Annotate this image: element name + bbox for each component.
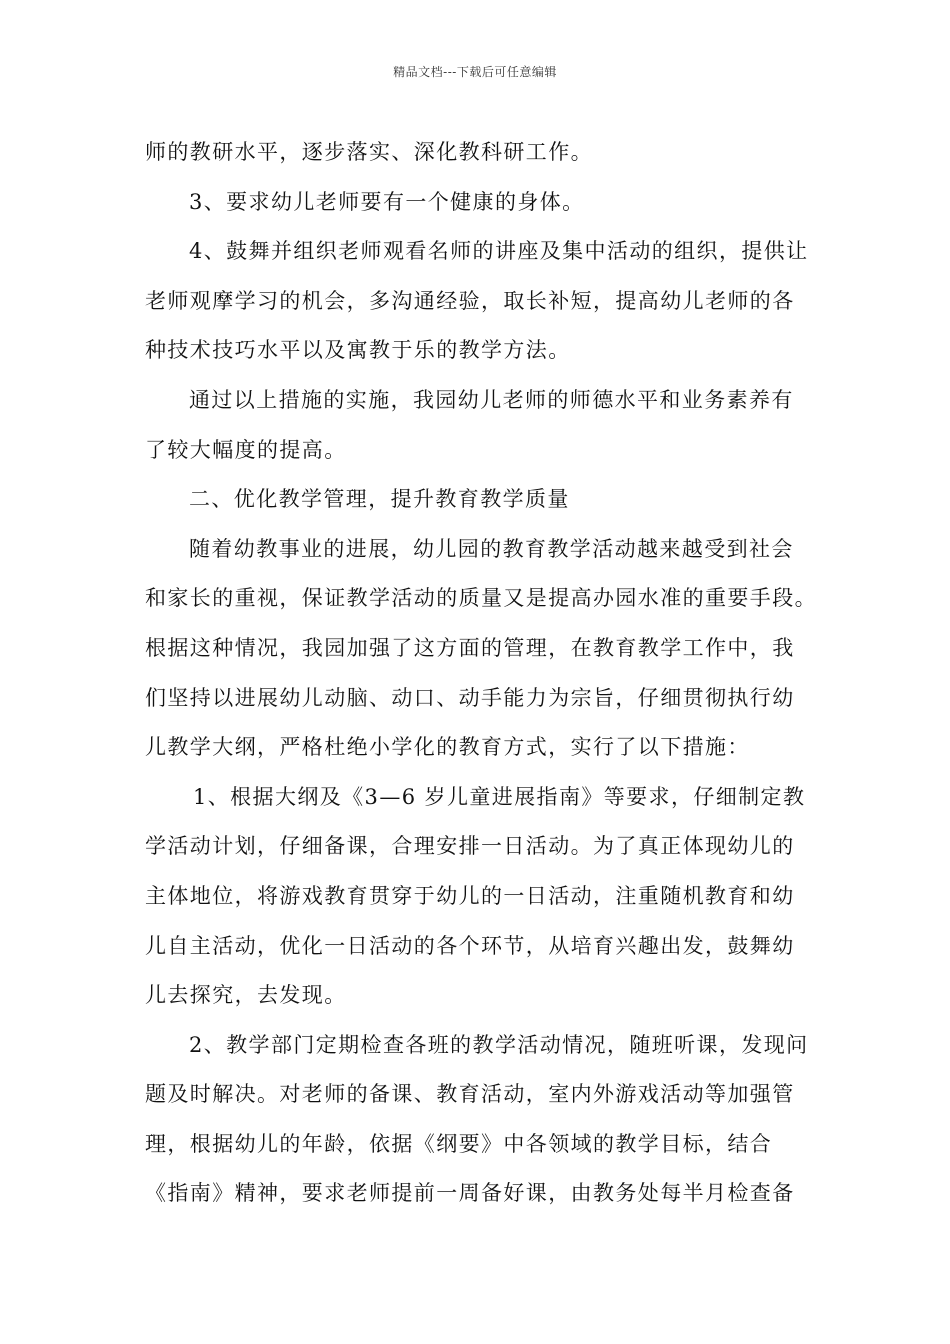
- section-heading: 二、优化教学管理，提升教育教学质量: [189, 487, 570, 512]
- page-header: 精品文档---下载后可任意编辑: [393, 65, 557, 79]
- text-line: 3、要求幼儿老师要有一个健康的身体。: [189, 189, 585, 214]
- text-line: 种技术技巧水平以及寓教于乐的教学方法。: [145, 338, 571, 363]
- text-line: 1、根据大纲及《3—6 岁儿童进展指南》等要求，仔细制定教: [193, 784, 806, 809]
- text-line: 理，根据幼儿的年龄，依据《纲要》中各领域的教学目标，结合: [145, 1131, 773, 1156]
- text-line: 4、鼓舞并组织老师观看名师的讲座及集中活动的组织，提供让: [189, 239, 809, 264]
- text-line: 题及时解决。对老师的备课、教育活动，室内外游戏活动等加强管: [145, 1082, 795, 1107]
- text-line: 《指南》精神，要求老师提前一周备好课，由教务处每半月检查备: [145, 1181, 795, 1206]
- text-line: 儿教学大纲，严格杜绝小学化的教育方式，实行了以下措施：: [145, 735, 750, 760]
- text-line: 2、教学部门定期检查各班的教学活动情况，随班听课，发现问: [189, 1032, 809, 1057]
- text-line: 和家长的重视，保证教学活动的质量又是提高办园水准的重要手段。: [145, 586, 817, 611]
- text-line: 学活动计划，仔细备课，合理安排一日活动。为了真正体现幼儿的: [145, 834, 795, 859]
- text-line: 通过以上措施的实施，我园幼儿老师的师德水平和业务素养有: [189, 387, 794, 412]
- text-line: 根据这种情况，我园加强了这方面的管理，在教育教学工作中，我: [145, 635, 795, 660]
- text-line: 儿自主活动，优化一日活动的各个环节，从培育兴趣出发，鼓舞幼: [145, 933, 795, 958]
- text-line: 了较大幅度的提高。: [145, 437, 347, 462]
- text-line: 老师观摩学习的机会，多沟通经验，取长补短，提高幼儿老师的各: [145, 288, 795, 313]
- text-line: 师的教研水平，逐步落实、深化教科研工作。: [145, 140, 593, 164]
- text-line: 主体地位，将游戏教育贯穿于幼儿的一日活动，注重随机教育和幼: [145, 883, 795, 908]
- text-line: 们坚持以进展幼儿动脑、动口、动手能力为宗旨，仔细贯彻执行幼: [145, 685, 795, 710]
- text-line: 随着幼教事业的进展，幼儿园的教育教学活动越来越受到社会: [189, 536, 794, 561]
- document-body: [145, 132, 817, 1223]
- text-line: 儿去探究，去发现。: [145, 983, 347, 1008]
